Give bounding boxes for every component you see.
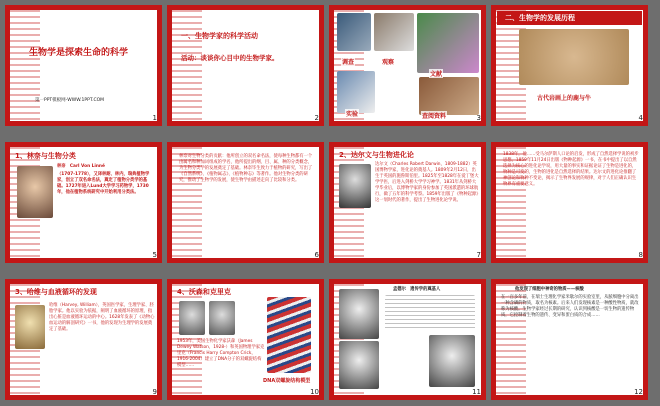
photo-field	[417, 13, 479, 73]
dna-model-image	[267, 297, 311, 373]
image-caption: DNA双螺旋结构模型	[263, 378, 311, 384]
person-name: 林奈 Carl Von Linné	[57, 164, 105, 169]
slide-thumbnail-8[interactable]	[491, 142, 648, 263]
slide-number: 11	[472, 388, 481, 396]
slide-thumbnail-11[interactable]	[329, 279, 486, 400]
slide-thumbnail-1[interactable]	[5, 5, 162, 126]
slide-thumbnail-4[interactable]	[491, 5, 648, 126]
slide-body: （1707-1778），又译林耐、林内，瑞典植物学家，创立了双名命名法，奠定了植物分类学的基础。1727年进入Lund大学学习药物学，1730年，他在植物系统研究中开始利用分类法。	[57, 172, 150, 195]
slide-footer: 第一PPT模板网-WWW.1PPT.COM	[35, 98, 105, 103]
portrait-darwin	[339, 164, 371, 208]
photo-label: 调查	[342, 59, 355, 66]
slide-heading: 二、生物学的发展历程	[505, 14, 575, 22]
slide-thumbnail-5[interactable]	[5, 142, 162, 263]
photo-label: 文献	[430, 71, 443, 78]
slide-heading: 4、沃森和克里克	[177, 288, 231, 296]
photo-crick	[209, 301, 235, 335]
slide-number: 10	[310, 388, 319, 396]
slide-thumbnail-9[interactable]	[5, 279, 162, 400]
slide-number: 3	[476, 114, 481, 122]
slide-heading: 一、生物学家的科学活动	[181, 32, 258, 40]
portrait-scientist-2	[339, 341, 379, 389]
slide-body: 林奈对生物分类的贡献：他所创立的双名命名法，使每种生物都有一个由属名和种加词组成的学名，他所提出的纲、目、属、种的分类概念，为生物分类学的发展奠定了基础。林奈毕生致力于植物的研究，写出了《自然系统》、《植物属志》、《植物种志》等著作。他对生物分类的研究，推动了生物学的发展，使生物学由描述走向了比较和分类。	[179, 154, 313, 183]
slide-heading: 3、哈维与血液循环的发现	[15, 288, 97, 296]
photo-survey	[337, 13, 371, 51]
slide-thumbnail-3[interactable]	[329, 5, 486, 126]
slide-activity: 活动：谈谈你心目中的生物学家。	[181, 54, 279, 62]
slide-number: 6	[314, 251, 319, 259]
slide-title: 生物学是探索生命的科学	[29, 48, 129, 58]
slide-thumbnail-12[interactable]	[491, 279, 648, 400]
slide-number: 2	[314, 114, 319, 122]
photo-label: 查阅资料	[422, 113, 447, 120]
slide-thumbnail-10[interactable]	[167, 279, 324, 400]
slide-number: 12	[634, 388, 643, 396]
photo-watson	[179, 301, 205, 335]
slide-body: 达尔文（Charles Robert Darwin，1809-1882）英国博物学家，进化论的奠基人。1809年2月12日，出生于英国的施鲁斯伯里。1825年至1828年在爱丁堡大学学医，后进入剑桥大学学习神学。1831年从剑桥大学毕业后，以博物学家的身份参加了英国派遣的环球航行，做了五年的科学考察。1859年出版了《物种起源》这一划时代的著作，提出了生物进化论学说。	[375, 162, 479, 203]
rock-art-image	[519, 29, 629, 85]
slide-header-bar	[497, 11, 642, 25]
image-caption: 古代岩画上的鹿与牛	[537, 95, 592, 102]
slide-heading: 2、达尔文与生物进化论	[339, 151, 414, 159]
photo-label: 观察	[382, 59, 395, 66]
slide-thumbnail-2[interactable]	[167, 5, 324, 126]
slide-number: 7	[476, 251, 481, 259]
portrait-harvey	[15, 305, 45, 349]
portrait-linnaeus	[17, 166, 53, 218]
portrait-scientist-3	[429, 335, 475, 387]
slide-number: 1	[152, 114, 157, 122]
portrait-scientist-1	[339, 289, 379, 339]
slide-body: 在一百多年前，在瑞士生理化学家米歇尔的实验室里，从脓细胞中分离出一种含磷的物质，取名为核素。后来人们发现核素是一种酸性物质，就改称为核酸。生物学家经过长期的研究，认识到核酸是一切生物的遗传物质，它控制着生物的遗传、变异和蛋白质的合成……	[501, 295, 639, 318]
slide-heading: 孟德尔 遗传学的奠基人	[393, 287, 441, 292]
photo-library	[419, 77, 479, 115]
slide-frame	[167, 5, 324, 126]
slide-thumbnail-6[interactable]	[167, 142, 324, 263]
slide-thumbnail-7[interactable]	[329, 142, 486, 263]
slide-number: 5	[152, 251, 157, 259]
slide-number: 9	[152, 388, 157, 396]
slide-body: 哈维（Harvey, William），英国医学家，生理学家、胚胎学家。他以实验为依据，阐明了血液循环的原理，指出心脏是血液循环运动的中心。1628年发表了《动物心血运动的解剖研究》一书，他的发现为生理学的发展奠定了基础。	[49, 303, 155, 332]
slide-body: 1953年，美国生物化学家沃森（James Dewey Watson，1928-）和英国物理学家克里克（Francis Harry Compton Crick，1916-2004）建立了DNA分子的双螺旋结构模型……	[177, 339, 265, 368]
slide-body: 1838年，他……受马尔萨斯人口论的启发，形成了自然选择学说的初步思想。1859年11月24日出版《物种起源》一书，在书中提出了以自然选择为核心的进化论学说，用大量的事实和证据论证了生物是进化的，物种是可变的，生物的进化是自然选择的结果。达尔文的进化论推翻了神创论和物种不变论，揭示了生物界发展的规律，对于人们正确认识生物界有重要意义。	[503, 152, 639, 187]
photo-microscope	[374, 13, 414, 51]
text-placeholder	[385, 295, 475, 331]
photo-lab	[337, 71, 375, 113]
slide-frame	[5, 5, 162, 126]
slide-number: 8	[638, 251, 643, 259]
photo-label: 实验	[346, 111, 359, 118]
slide-heading: 1、林奈与生物分类	[15, 152, 76, 160]
slide-number: 4	[638, 114, 643, 122]
slide-heading: 他发现了细胞中神奇的物质——核酸	[515, 287, 584, 292]
